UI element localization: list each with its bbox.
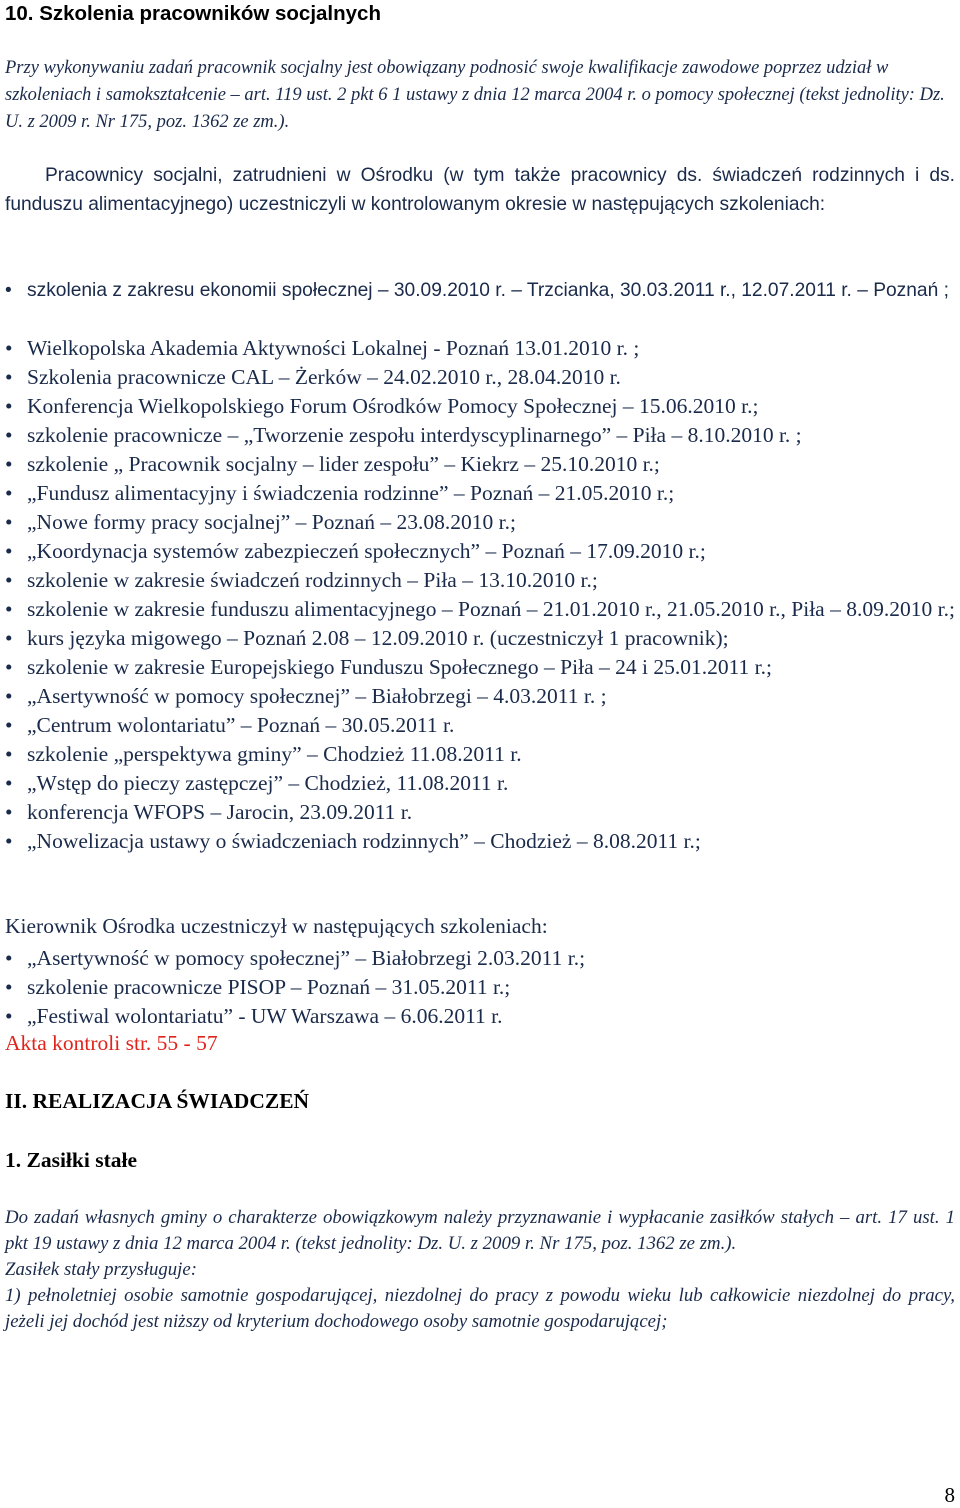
body-paragraph: 1) pełnoletniej osobie samotnie gospodarującej, niezdolnej do pracy z powodu wieku lub całkowicie niezdolnej do pracy, jeżeli jej dochód jest niższy od kryterium dochodowego osoby samotnie gospodarującej; xyxy=(5,1285,955,1332)
list-item: • Wielkopolska Akademia Aktywności Lokalnej - Poznań 13.01.2010 r. ; xyxy=(5,334,955,363)
list-item: • Konferencja Wielkopolskiego Forum Ośrodków Pomocy Społecznej – 15.06.2010 r.; xyxy=(5,392,955,421)
section-title: 10. Szkolenia pracowników socjalnych xyxy=(5,2,381,25)
trainings-list-sans xyxy=(5,276,955,305)
intro-paragraph: Przy wykonywaniu zadań pracownik socjalny jest obowiązany podnosić swoje kwalifikacje zawodowe poprzez udział w szkoleniach i samokształcenie – art. 119 ust. 2 pkt 6 1 ustawy z dnia 12 marca 2004 r. o pomocy społecznej (tekst jednolity: Dz. U. z 2009 r. Nr 175, poz. 1362 ze zm.). xyxy=(5,58,945,132)
list-item: • szkolenie w zakresie świadczeń rodzinnych – Piła – 13.10.2010 r.; xyxy=(5,566,955,595)
list-item: • „Nowelizacja ustawy o świadczeniach rodzinnych” – Chodzież – 8.08.2011 r.; xyxy=(5,827,955,856)
list-item: • szkolenie w zakresie Europejskiego Funduszu Społecznego – Piła – 24 i 25.01.2011 r.; xyxy=(5,653,955,682)
list-item: • konferencja WFOPS – Jarocin, 23.09.2011 r. xyxy=(5,798,955,827)
manager-trainings-list xyxy=(5,944,955,1031)
list-item: • szkolenie „perspektywa gminy” – Chodzież 11.08.2011 r. xyxy=(5,740,955,769)
list-item: • „Wstęp do pieczy zastępczej” – Chodzież, 11.08.2011 r. xyxy=(5,769,955,798)
body-paragraph: Do zadań własnych gminy o charakterze obowiązkowym należy przyznawanie i wypłacanie zasiłków stałych – art. 17 ust. 1 pkt 19 ustawy z dnia 12 marca 2004 r. (tekst jednolity: Dz. U. z 2009 r. Nr 175, poz. 1362 ze zm.). xyxy=(5,1207,955,1254)
list-item: • kurs języka migowego – Poznań 2.08 – 12.09.2010 r. (uczestniczył 1 pracownik); xyxy=(5,624,955,653)
list-item: • szkolenie pracownicze PISOP – Poznań – 31.05.2011 r.; xyxy=(5,973,955,1002)
list-item: • „Fundusz alimentacyjny i świadczenia rodzinne” – Poznań – 21.05.2010 r.; xyxy=(5,479,955,508)
list-item: • szkolenie pracownicze – „Tworzenie zespołu interdyscyplinarnego” – Piła – 8.10.2010 r. ; xyxy=(5,421,955,450)
list-item: • „Nowe formy pracy socjalnej” – Poznań – 23.08.2010 r.; xyxy=(5,508,955,537)
body-paragraph: Zasiłek stały przysługuje: xyxy=(5,1259,197,1280)
list-item: • szkolenie „ Pracownik socjalny – lider zespołu” – Kiekrz – 25.10.2010 r.; xyxy=(5,450,955,479)
workers-paragraph: Pracownicy socjalni, zatrudnieni w Ośrodku (w tym także pracownicy ds. świadczeń rodzinnych i ds. funduszu alimentacyjnego) uczestniczyli w kontrolowanym okresie w następujących szkoleniach: xyxy=(5,165,955,215)
manager-intro: Kierownik Ośrodka uczestniczył w następujących szkoleniach: xyxy=(5,914,548,938)
heading-benefits: II. REALIZACJA ŚWIADCZEŃ xyxy=(5,1089,310,1113)
heading-permanent-allowances: 1. Zasiłki stałe xyxy=(5,1148,138,1172)
list-item: • „Koordynacja systemów zabezpieczeń społecznych” – Poznań – 17.09.2010 r.; xyxy=(5,537,955,566)
list-item: • szkolenia z zakresu ekonomii społecznej – 30.09.2010 r. – Trzcianka, 30.03.2011 r., 12.07.2011 r. – Poznań ; xyxy=(5,276,955,305)
audit-reference: Akta kontroli str. 55 - 57 xyxy=(5,1031,218,1055)
list-item: • szkolenie w zakresie funduszu alimentacyjnego – Poznań – 21.01.2010 r., 21.05.2010 r., Piła – 8.09.2010 r.; xyxy=(5,595,955,624)
list-item: • „Festiwal wolontariatu” - UW Warszawa – 6.06.2011 r. xyxy=(5,1002,955,1031)
list-item: • „Asertywność w pomocy społecznej” – Białobrzegi – 4.03.2011 r. ; xyxy=(5,682,955,711)
trainings-list xyxy=(5,334,955,856)
list-item: • Szkolenia pracownicze CAL – Żerków – 24.02.2010 r., 28.04.2010 r. xyxy=(5,363,955,392)
list-item: • „Centrum wolontariatu” – Poznań – 30.05.2011 r. xyxy=(5,711,955,740)
list-item: • „Asertywność w pomocy społecznej” – Białobrzegi 2.03.2011 r.; xyxy=(5,944,955,973)
allowances-body xyxy=(5,1205,955,1335)
page-number: 8 xyxy=(944,1483,955,1507)
